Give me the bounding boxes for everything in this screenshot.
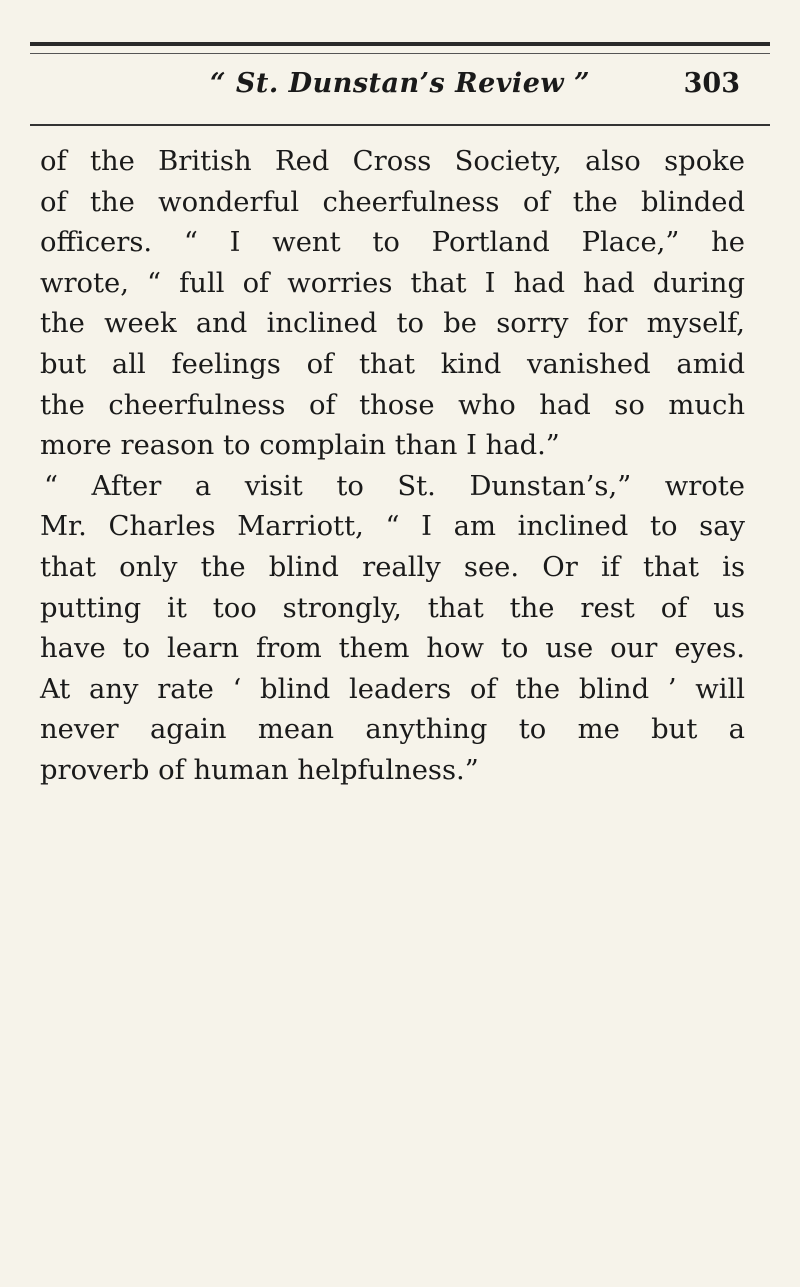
text-line: that only the blind really see. Or if that is <box>40 551 745 583</box>
text-line: but all feelings of that kind vanished amid <box>40 348 745 380</box>
page-number: 303 <box>683 68 740 99</box>
text-line: wrote, “ full of worries that I had had during <box>40 267 745 299</box>
body-text <box>40 142 745 792</box>
text-line: of the British Red Cross Society, also spoke <box>40 146 745 177</box>
text-line: At any rate ‘ blind leaders of the blind ’ will <box>40 673 745 705</box>
top-border-thin-rule <box>30 53 770 54</box>
text-line: proverb of human helpfulness.” <box>40 754 479 786</box>
text-line: never again mean anything to me but a <box>40 714 745 746</box>
text-line: more reason to complain than I had.” <box>40 430 560 462</box>
text-line: the cheerfulness of those who had so much <box>40 389 745 421</box>
top-border-rule <box>30 42 770 46</box>
text-line: putting it too strongly, that the rest of us <box>40 592 745 624</box>
text-line: the week and inclined to be sorry for myself, <box>40 308 745 340</box>
text-line: officers. “ I went to Portland Place,” he <box>40 227 745 259</box>
text-line: “ After a visit to St. Dunstan’s,” wrote <box>44 470 745 502</box>
text-line: of the wonderful cheerfulness of the blinded <box>40 186 745 218</box>
running-title: “ St. Dunstan’s Review ” <box>209 68 591 99</box>
running-header <box>40 64 740 114</box>
text-line: Mr. Charles Marriott, “ I am inclined to say <box>40 511 745 543</box>
header-rule <box>30 124 770 126</box>
text-line: have to learn from them how to use our eyes. <box>40 633 745 665</box>
